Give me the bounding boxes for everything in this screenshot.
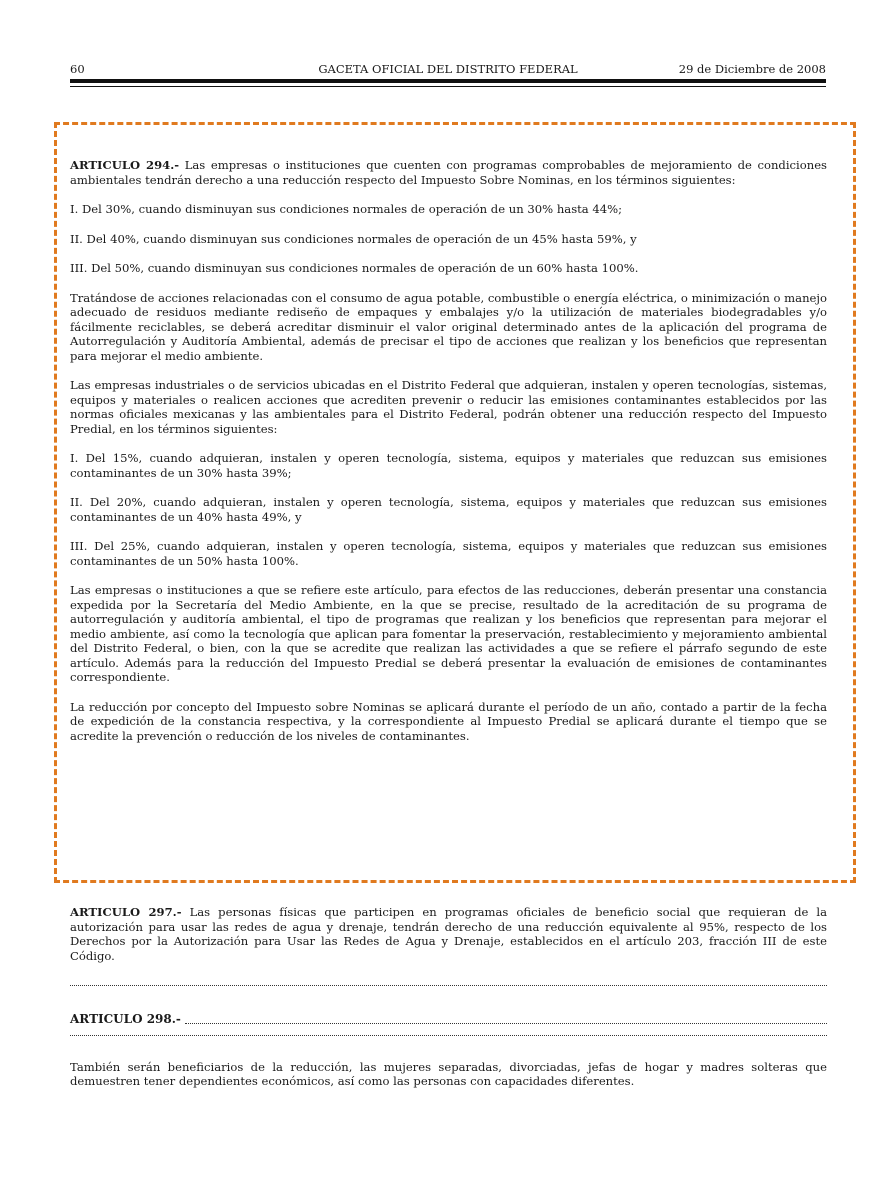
page-number: 60 — [70, 62, 85, 76]
article-298-text: También serán beneficiarios de la reducción, las mujeres separadas, divorciadas, jefas de hogar y madres solteras que demuestren tener dependientes económicos, así como las personas con capacidades diferentes. — [70, 1059, 827, 1088]
ellipsis-line — [70, 1035, 827, 1036]
list-item: I. Del 30%, cuando disminuyan sus condiciones normales de operación de un 30% hasta 44%; — [70, 202, 623, 216]
article-297 — [70, 905, 827, 1104]
article-298-heading: ARTICULO 298.- — [70, 1012, 181, 1026]
paragraph: Las empresas o instituciones a que se refiere este artículo, para efectos de las reducciones, deberán presentar una constancia expedida por la Secretaría del Medio Ambiente, en la que se precise, resultado de la acreditación de su programa de autorregulación y auditoría ambiental, el tipo de programas que realizan y los beneficios que representan para mejorar el medio ambiente, así como la tecnología que aplican para fomentar la preservación, restablecimiento y mejoramiento ambiental del Distrito Federal, o bien, con la que se acredite que realizan las actividades a que se refiere el párrafo segundo de este artículo. Además para la reducción del Impuesto Predial se deberá presentar la evaluación de emisiones de contaminantes correspondiente. — [70, 583, 827, 684]
article-297-heading: ARTICULO 297.- — [70, 905, 182, 919]
article-294-heading: ARTICULO 294.- — [70, 158, 180, 172]
article-297-text: Las personas físicas que participen en programas oficiales de beneficio social que requieran de la autorización para usar las redes de agua y drenaje, tendrán derecho de una reducción equivalente al 95%, respecto de los Derechos por la Autorización para Usar las Redes de Agua y Drenaje, establecidos en el artículo 203, fracción III de este Código. — [70, 905, 828, 963]
header-rule-thin — [70, 86, 826, 87]
article-294 — [70, 158, 827, 758]
list-item: II. Del 20%, cuando adquieran, instalen y operen tecnología, sistema, equipos y materiales que reduzcan sus emisiones contaminantes de un 40% hasta 49%, y — [70, 495, 827, 524]
header-rule-thick — [70, 79, 826, 83]
publication-date: 29 de Diciembre de 2008 — [678, 62, 826, 76]
paragraph: La reducción por concepto del Impuesto sobre Nominas se aplicará durante el período de un año, contado a partir de la fecha de expedición de la constancia respectiva, y la correspondiente al Impuesto Predial se aplicará durante el tiempo que se acredite la prevención o reducción de los niveles de contaminantes. — [70, 699, 827, 743]
ellipsis-line — [70, 985, 827, 986]
list-item: I. Del 15%, cuando adquieran, instalen y operen tecnología, sistema, equipos y materiales que reduzcan sus emisiones contaminantes de un 30% hasta 39%; — [70, 451, 827, 480]
paragraph: Tratándose de acciones relacionadas con el consumo de agua potable, combustible o energía eléctrica, o minimización o manejo adecuado de residuos mediante rediseño de empaques y embalajes y/o la utilización de materiales biodegradables y/o fácilmente reciclables, se deberá acreditar disminuir el valor original determinado antes de la aplicación del programa de Autorregulación y Auditoría Ambiental, además de precisar el tipo de acciones que realizan y los beneficios que representan para mejorar el medio ambiente. — [70, 290, 827, 363]
ellipsis-fill — [185, 1023, 827, 1024]
list-item: III. Del 50%, cuando disminuyan sus condiciones normales de operación de un 60% hasta 100%. — [70, 261, 639, 275]
list-item: III. Del 25%, cuando adquieran, instalen y operen tecnología, sistema, equipos y materiales que reduzcan sus emisiones contaminantes de un 50% hasta 100%. — [70, 539, 827, 568]
paragraph: Las empresas industriales o de servicios ubicadas en el Distrito Federal que adquieran, instalen y operen tecnologías, sistemas, equipos y materiales o realicen acciones que acrediten prevenir o reducir las emisiones contaminantes establecidos por las normas oficiales mexicanas y las ambientales para el Distrito Federal, podrán obtener una reducción respecto del Impuesto Predial, en los términos siguientes: — [70, 378, 827, 436]
article-294-intro: ARTICULO 294.- Las empresas o instituciones que cuenten con programas comprobables de mejoramiento de condiciones ambientales tendrán derecho a una reducción respecto del Impuesto Sobre Nominas, en los términos siguientes: — [70, 158, 827, 187]
article-298-heading-row — [70, 1012, 827, 1027]
list-item: II. Del 40%, cuando disminuyan sus condiciones normales de operación de un 45% hasta 59%, y — [70, 231, 637, 246]
publication-title: GACETA OFICIAL DEL DISTRITO FEDERAL — [318, 62, 578, 76]
